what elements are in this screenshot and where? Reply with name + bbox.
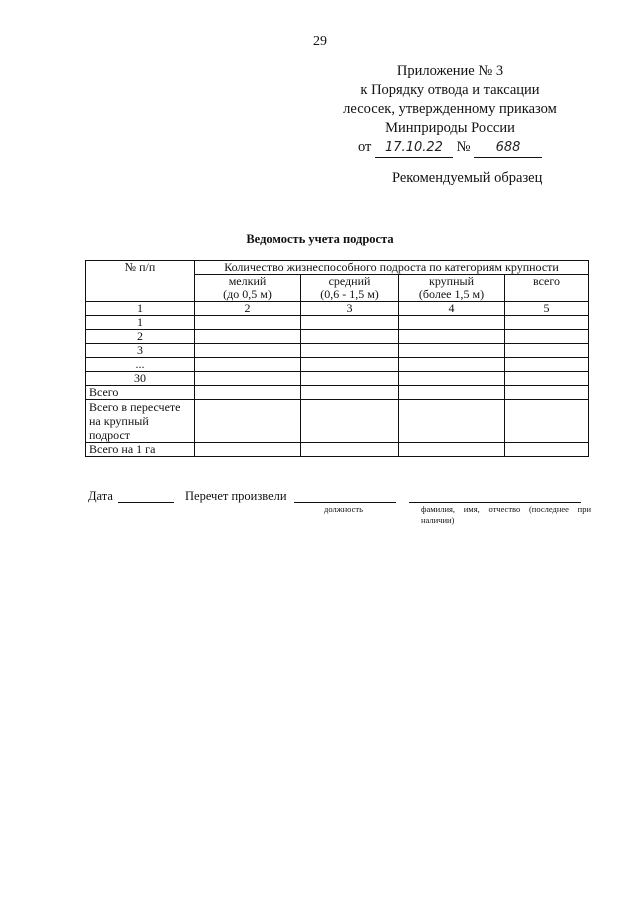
table-cell	[301, 400, 399, 443]
position-caption: должность	[324, 504, 363, 514]
row-label: 1	[86, 316, 195, 330]
table-cell	[399, 330, 505, 344]
table-cell	[505, 330, 589, 344]
order-prefix: от	[357, 139, 372, 155]
table-cell	[195, 400, 301, 443]
column-number: 3	[301, 302, 399, 316]
table-cell	[195, 344, 301, 358]
table-cell	[399, 358, 505, 372]
name-caption: фамилия, имя, отчество (последнее при наличии)	[421, 504, 591, 525]
order-number: 688	[474, 138, 542, 158]
table-cell	[399, 386, 505, 400]
table-cell	[195, 386, 301, 400]
column-number: 1	[86, 302, 195, 316]
table-cell	[399, 443, 505, 457]
table-row	[86, 358, 589, 372]
table-cell	[399, 400, 505, 443]
row-label: 2	[86, 330, 195, 344]
document-title: Ведомость учета подроста	[246, 232, 394, 246]
order-date: 17.10.22	[375, 138, 453, 158]
table-cell	[195, 372, 301, 386]
table-row	[86, 443, 589, 457]
table-cell	[301, 443, 399, 457]
table-header-row	[86, 261, 589, 275]
date-label: Дата	[88, 489, 113, 503]
appendix-line-2: к Порядку отвода и таксации	[360, 82, 540, 98]
appendix-line-3: лесосек, утвержденному приказом	[343, 101, 557, 117]
column-number: 5	[505, 302, 589, 316]
table-cell	[399, 316, 505, 330]
number-sign: №	[456, 139, 471, 155]
table-row	[86, 316, 589, 330]
header-group: Количество жизнеспособного подроста по категориям крупности	[195, 261, 589, 275]
table-cell	[195, 443, 301, 457]
row-label-per-ha: Всего на 1 га	[86, 443, 195, 457]
date-blank	[118, 502, 174, 503]
table-cell	[399, 344, 505, 358]
table-cell	[505, 316, 589, 330]
column-number: 4	[399, 302, 505, 316]
table-cell	[505, 344, 589, 358]
appendix-line-1: Приложение № 3	[396, 63, 504, 79]
table-row	[86, 344, 589, 358]
table-cell	[301, 330, 399, 344]
row-label-recalc: Всего в пересчете на крупный подрост	[86, 400, 195, 443]
table-row	[86, 400, 589, 443]
table-cell	[301, 372, 399, 386]
table-cell	[301, 386, 399, 400]
table-cell	[505, 400, 589, 443]
table-cell	[301, 344, 399, 358]
column-number: 2	[195, 302, 301, 316]
header-small: мелкий (до 0,5 м)	[195, 275, 301, 302]
table-cell	[195, 316, 301, 330]
undergrowth-register-table	[85, 260, 589, 457]
table-cell	[195, 330, 301, 344]
appendix-line-4: Минприроды России	[385, 120, 515, 136]
row-label: ...	[86, 358, 195, 372]
header-large: крупный (более 1,5 м)	[399, 275, 505, 302]
table-cell	[301, 358, 399, 372]
appendix-heading	[330, 62, 570, 158]
table-cell	[505, 372, 589, 386]
table-cell	[399, 372, 505, 386]
table-cell	[301, 316, 399, 330]
table-row	[86, 372, 589, 386]
header-medium: средний (0,6 - 1,5 м)	[301, 275, 399, 302]
counted-by-label: Перечет произвели	[185, 489, 287, 503]
row-label: 30	[86, 372, 195, 386]
table-cell	[195, 358, 301, 372]
table-cell	[505, 386, 589, 400]
table-row	[86, 386, 589, 400]
header-total: всего	[505, 275, 589, 302]
page-number: 29	[313, 34, 327, 49]
table-row	[86, 330, 589, 344]
order-reference	[330, 138, 570, 158]
header-num: № п/п	[86, 261, 195, 302]
position-blank	[294, 502, 396, 503]
table-cell	[505, 443, 589, 457]
sample-label: Рекомендуемый образец	[392, 170, 543, 186]
name-blank	[409, 502, 581, 503]
table-cell	[505, 358, 589, 372]
row-label: 3	[86, 344, 195, 358]
column-number-row	[86, 302, 589, 316]
row-label-total: Всего	[86, 386, 195, 400]
